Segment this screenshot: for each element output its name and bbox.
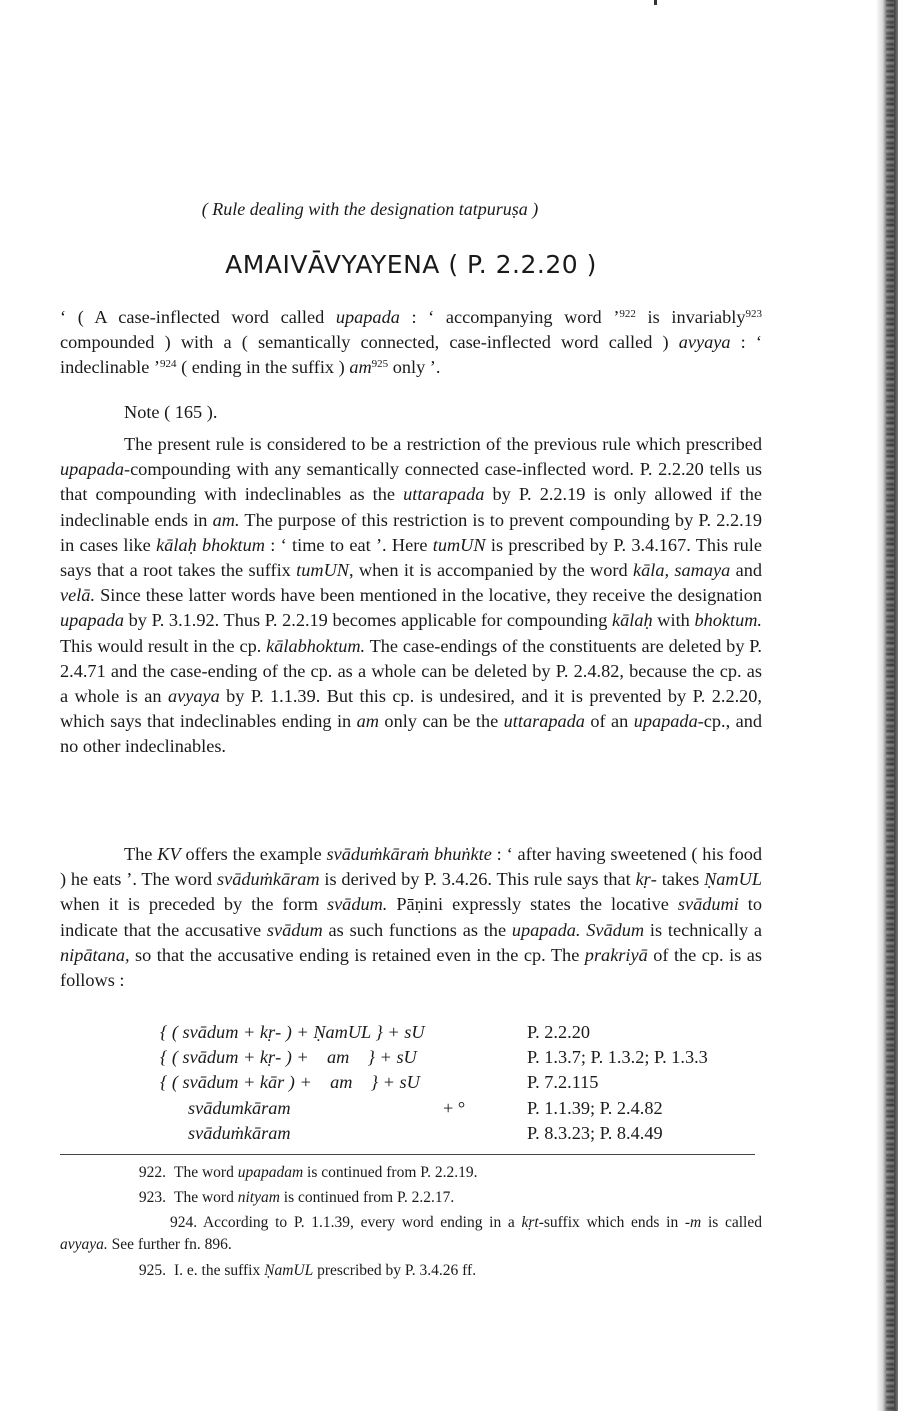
derivation-rule: P. 2.2.20 xyxy=(527,1022,590,1042)
rule-title: AMAIVĀVYAYENA ( P. 2.2.20 ) xyxy=(225,250,597,279)
derivation-step xyxy=(60,1047,780,1071)
footnote-ref-924: 924 xyxy=(160,358,177,371)
derivation-form: { ( svādum + kṛ- ) + ṆamUL } + sU xyxy=(160,1022,425,1042)
note-label: Note ( 165 ). xyxy=(124,402,218,422)
derivation-step xyxy=(60,1098,780,1122)
footnote-925: 925. I. e. the suffix ṆamUL prescribed by P. 3.4.26 ff. xyxy=(138,1262,477,1279)
derivation-step xyxy=(60,1123,780,1147)
derivation-operator: + ° xyxy=(443,1098,466,1118)
footnote-divider xyxy=(60,1154,755,1155)
footnote-ref-922: 922 xyxy=(619,308,636,320)
derivation-rule: P. 1.3.7; P. 1.3.2; P. 1.3.3 xyxy=(527,1047,708,1067)
derivation-form: { ( svādum + kār ) + am } + sU xyxy=(160,1072,420,1092)
derivation-form: svādumkāram xyxy=(188,1098,291,1118)
rule-translation: ‘ ( A case-inflected word called upapada : ‘ accompanying word ’$^{922}$ is invariably$^{923}$ compounded ) with a ( semantically connected, case-inflected word called ) avyaya : ‘ indeclinable ’$^{924}$ ( ending in the suffix ) $am^{925}$ only ’. xyxy=(60,307,762,378)
derivation-rule: P. 7.2.115 xyxy=(527,1072,599,1092)
derivation-step xyxy=(60,1022,780,1046)
footnote-922: 922. The word upapadam is continued from P. 2.2.19. xyxy=(138,1164,478,1181)
footnote-923: 923. The word nityam is continued from P. 2.2.17. xyxy=(138,1189,455,1206)
derivation-form: { ( svādum + kṛ- ) + am } + sU xyxy=(160,1047,417,1067)
derivation-step xyxy=(60,1072,780,1096)
footnote-ref-925: 925 xyxy=(371,358,389,371)
page-binding-speckle xyxy=(886,0,894,1411)
note-paragraph-1: The present rule is considered to be a restriction of the previous rule which prescribed upapada-compounding with any semantically connected case-inflected word. P. 2.2.20 tells us that compounding with indeclinables as the uttarapada by P. 2.2.19 is only allowed if the indeclinable ends in am. The purpose of this restriction is to prevent compounding by P. 2.2.19 in cases like kālaḥ bhoktum : ‘ time to eat ’. Here tumUN is prescribed by P. 3.4.167. This rule says that a root takes the suffix tumUN, when it is accompanied by the word kāla, samaya and velā. Since these latter words have been mentioned in the locative, they receive the designation upapada by P. 3.1.92. Thus P. 2.2.19 becomes applicable for compounding kālaḥ with bhoktum. This would result in the cp. kālabhoktum. The case-endings of the constituents are deleted by P. 2.4.71 and the case-ending of the cp. as a whole can be deleted by P. 2.4.82, because the cp. as a whole is an avyaya by P. 1.1.39. But this cp. is undesired, and it is prevented by P. 2.2.20, which says that indeclinables ending in am only can be the uttarapada of an upapada-cp., and no other indeclinables. xyxy=(60,434,763,757)
rule-subtitle: ( Rule dealing with the designation tatpuruṣa ) xyxy=(201,199,539,219)
derivation-form: svāduṁkāram xyxy=(188,1123,291,1143)
note-paragraph-2: The KV offers the example svāduṁkāraṁ bhuṅkte : ‘ after having sweetened ( his food ) he eats ’. The word svāduṁkāram is derived by P. 3.4.26. This rule says that kṛ- takes ṆamUL when it is preceded by the form svādum. Pāṇini expressly states the locative svādumi to indicate that the accusative svādum as such functions as the upapada. Svādum is technically a nipātana, so that the accusative ending is retained even in the cp. The prakriyā of the cp. is as follows : xyxy=(60,844,763,991)
page-speck xyxy=(654,0,657,5)
footnote-ref-923: 923 xyxy=(745,308,762,320)
footnote-924: 924. According to P. 1.1.39, every word ending in a kṛt-suffix which ends in -m is called avyaya. See further fn. 896. xyxy=(60,1214,762,1253)
derivation-rule: P. 8.3.23; P. 8.4.49 xyxy=(527,1123,663,1143)
derivation-rule: P. 1.1.39; P. 2.4.82 xyxy=(527,1098,663,1118)
